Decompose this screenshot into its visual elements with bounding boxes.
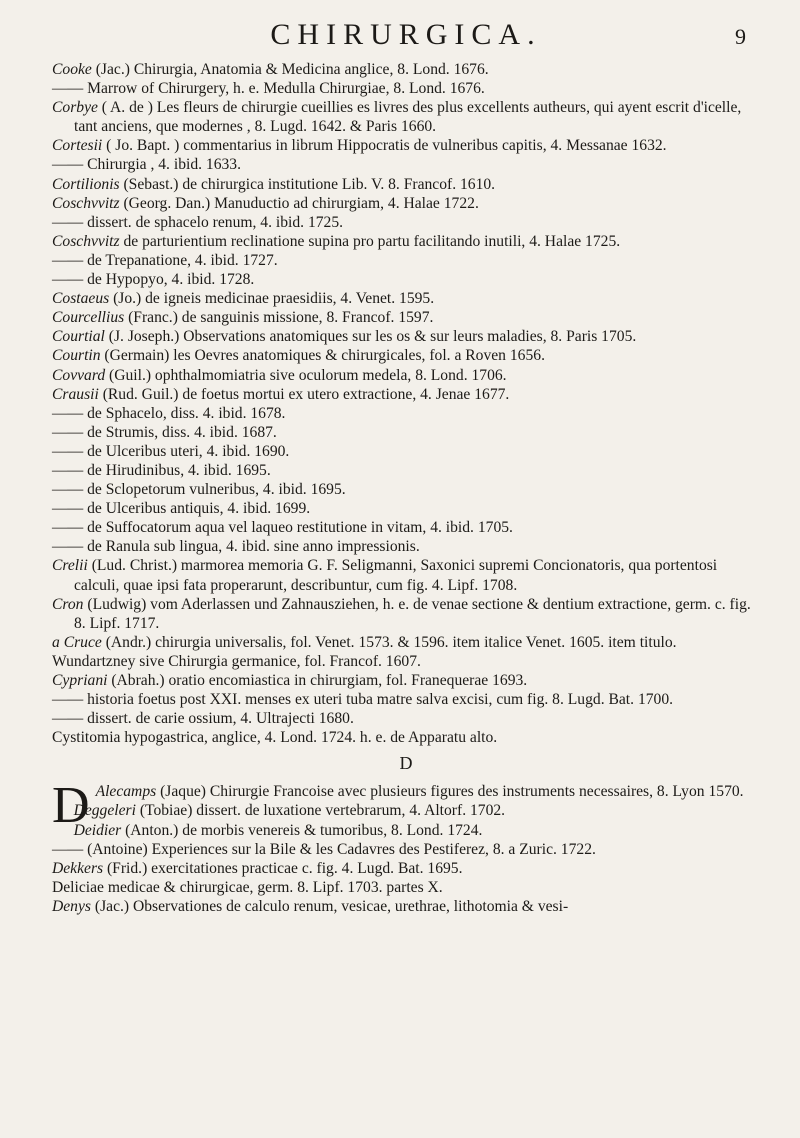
entry-text: (Lud. Christ.) marmorea memoria G. F. Seligmanni, Saxonici supremi Concionatoris, qua portentosi calculi, quae ipsi fata properarunt, describuntur, cum fig. 4. Lipf. 1708. bbox=[74, 557, 718, 594]
entry-author: a Cruce bbox=[52, 633, 102, 651]
entry-author: Cortesii bbox=[52, 137, 103, 155]
entry-author: Courtin bbox=[52, 347, 101, 365]
section-letter: D bbox=[399, 753, 413, 774]
bibliography-entry bbox=[52, 98, 760, 136]
entry-author: Deggeleri bbox=[73, 802, 136, 820]
entry-text: —— de Sphacelo, diss. 4. ibid. 1678. bbox=[52, 404, 286, 422]
entry-author: Corbye bbox=[52, 99, 98, 117]
entries-d-list bbox=[52, 777, 760, 916]
entry-text: (Guil.) ophthalmomiatria sive oculorum medela, 8. Lond. 1706. bbox=[105, 366, 507, 384]
page-number: 9 bbox=[735, 24, 746, 49]
bibliography-entry bbox=[52, 671, 760, 690]
bibliography-entry bbox=[52, 537, 760, 556]
page-title: CHIRURGICA. bbox=[270, 18, 542, 51]
entry-text: (Jac.) Observationes de calculo renum, vesicae, urethrae, lithotomia & vesi- bbox=[90, 897, 569, 915]
entry-text: (Jac.) Chirurgia, Anatomia & Medicina anglice, 8. Lond. 1676. bbox=[91, 61, 489, 78]
entry-author: Coschvvitz bbox=[52, 232, 120, 250]
bibliography-entry bbox=[52, 327, 760, 346]
entry-text: (Andr.) chirurgia universalis, fol. Venet. 1573. & 1596. item italice Venet. 1605. item titulo. bbox=[101, 633, 677, 651]
entry-author: Deidier bbox=[73, 821, 122, 839]
entry-text: —— de Strumis, diss. 4. ibid. 1687. bbox=[52, 423, 277, 441]
entry-text: —— de Ranula sub lingua, 4. ibid. sine anno impressionis. bbox=[52, 538, 420, 556]
bibliography-entry bbox=[52, 366, 760, 385]
bibliography-entry bbox=[52, 289, 760, 308]
bibliography-entry bbox=[52, 442, 760, 461]
bibliography-entry bbox=[52, 878, 760, 897]
bibliography-entry bbox=[52, 518, 760, 537]
entry-text: de parturientium reclinatione supina pro partu facilitando inutili, 4. Halae 1725. bbox=[119, 232, 621, 250]
bibliography-entry bbox=[52, 270, 760, 289]
entry-text: —— de Ulceribus uteri, 4. ibid. 1690. bbox=[52, 442, 290, 460]
bibliography-entry bbox=[52, 79, 760, 98]
entry-text: —— historia foetus post XXI. menses ex uteri tuba matre salva excisi, cum fig. 8. Lugd. Bat. 1700. bbox=[52, 691, 674, 709]
entry-author: Costaeus bbox=[52, 290, 110, 308]
entry-author: Courcellius bbox=[52, 309, 125, 327]
entry-text: —— Marrow of Chirurgery, h. e. Medulla Chirurgiae, 8. Lond. 1676. bbox=[52, 80, 485, 98]
bibliography-entry bbox=[52, 308, 760, 327]
bibliography-entry bbox=[52, 251, 760, 270]
entry-author: Cooke bbox=[52, 61, 92, 78]
entry-text: (Georg. Dan.) Manuductio ad chirurgiam, 4. Halae 1722. bbox=[119, 194, 479, 212]
entry-text: —— dissert. de sphacelo renum, 4. ibid. 1725. bbox=[52, 213, 344, 231]
entry-text: (J. Joseph.) Observations anatomiques sur les os & sur leurs maladies, 8. Paris 1705. bbox=[104, 328, 637, 346]
entry-text: (Anton.) de morbis venereis & tumoribus, 8. Lond. 1724. bbox=[121, 821, 483, 839]
entry-text: (Germain) les Oevres anatomiques & chirurgicales, fol. a Roven 1656. bbox=[100, 347, 545, 365]
bibliography-entry bbox=[52, 404, 760, 423]
entries-c-list bbox=[52, 60, 760, 747]
entry-text: ( Jo. Bapt. ) commentarius in librum Hippocratis de vulneribus capitis, 4. Messanae 1632. bbox=[102, 137, 667, 155]
entry-author: Cron bbox=[52, 595, 84, 613]
bibliography-entry bbox=[52, 232, 760, 251]
bibliography-entry bbox=[52, 859, 760, 878]
drop-cap: D bbox=[52, 777, 90, 835]
entry-author: Cypriani bbox=[52, 672, 108, 689]
bibliography-entry bbox=[52, 423, 760, 442]
entry-text: —— de Hypopyo, 4. ibid. 1728. bbox=[52, 271, 255, 289]
entry-text: (Rud. Guil.) de foetus mortui ex utero extractione, 4. Jenae 1677. bbox=[98, 385, 510, 403]
bibliography-entry bbox=[52, 840, 760, 859]
entry-text: (Abrah.) oratio encomiastica in chirurgiam, fol. Franequerae 1693. bbox=[107, 672, 528, 689]
entry-author: Cortilionis bbox=[52, 175, 120, 193]
entry-author: Alecamps bbox=[95, 783, 157, 801]
entry-text: (Jaque) Chirurgie Francoise avec plusieurs figures des instruments necessaires, 8. Lyon 1570. bbox=[156, 783, 744, 801]
bibliography-entry bbox=[52, 801, 760, 820]
bibliography-entry bbox=[52, 690, 760, 709]
entry-text: —— de Hirudinibus, 4. ibid. 1695. bbox=[52, 461, 271, 479]
bibliography-entry bbox=[52, 556, 760, 594]
entry-text: (Franc.) de sanguinis missione, 8. Francof. 1597. bbox=[124, 309, 434, 327]
entry-author: Dekkers bbox=[52, 859, 104, 877]
entry-text: —— dissert. de carie ossium, 4. Ultrajecti 1680. bbox=[52, 710, 354, 728]
bibliography-entry bbox=[52, 633, 760, 652]
running-head bbox=[52, 14, 760, 58]
entry-author: Denys bbox=[52, 897, 91, 915]
entry-text: —— de Suffocatorum aqua vel laqueo restitutione in vitam, 4. ibid. 1705. bbox=[52, 519, 513, 537]
bibliography-entry bbox=[52, 213, 760, 232]
entry-text: —— (Antoine) Experiences sur la Bile & les Cadavres des Pestiferez, 8. a Zuric. 1722. bbox=[52, 840, 596, 858]
bibliography-entry bbox=[52, 897, 760, 916]
bibliography-entry bbox=[52, 461, 760, 480]
bibliography-entry bbox=[52, 595, 760, 633]
bibliography-entry bbox=[52, 385, 760, 404]
entry-text: Cystitomia hypogastrica, anglice, 4. Lond. 1724. h. e. de Apparatu alto. bbox=[52, 729, 498, 747]
entry-text: (Ludwig) vom Aderlassen und Zahnausziehen, h. e. de venae sectione & dentium extractione, germ. c. fig. 8. Lipf. 1717. bbox=[74, 595, 751, 632]
bibliography-entry bbox=[52, 480, 760, 499]
bibliography-entry bbox=[52, 60, 760, 79]
bibliography-entry bbox=[52, 709, 760, 728]
bibliography-entry bbox=[52, 175, 760, 194]
entry-author: Courtial bbox=[52, 328, 105, 346]
entry-text: —— de Sclopetorum vulneribus, 4. ibid. 1695. bbox=[52, 481, 346, 499]
entry-author: Crelii bbox=[52, 557, 88, 575]
entry-author: Coschvvitz bbox=[52, 194, 120, 212]
bibliography-entry bbox=[52, 346, 760, 365]
bibliography-entry bbox=[52, 499, 760, 518]
entry-text: (Sebast.) de chirurgica institutione Lib. V. 8. Francof. 1610. bbox=[119, 175, 496, 193]
bibliography-entry bbox=[52, 821, 760, 840]
entry-text: —— de Trepanatione, 4. ibid. 1727. bbox=[52, 251, 278, 269]
bibliography-entry bbox=[52, 155, 760, 174]
entry-text: —— de Ulceribus antiquis, 4. ibid. 1699. bbox=[52, 500, 311, 518]
entry-text: (Jo.) de igneis medicinae praesidiis, 4. Venet. 1595. bbox=[109, 290, 435, 308]
entry-author: Covvard bbox=[52, 366, 106, 384]
bibliography-entry bbox=[52, 652, 760, 671]
entry-text: Wundartzney sive Chirurgia germanice, fol. Francof. 1607. bbox=[52, 652, 421, 670]
bibliography-entry bbox=[52, 136, 760, 155]
entry-text: (Tobiae) dissert. de luxatione vertebrarum, 4. Altorf. 1702. bbox=[135, 802, 506, 820]
entry-text: ( A. de ) Les fleurs de chirurgie cueillies es livres des plus excellents autheurs, qui ayent escrit d'icelle, tant anciens, que modernes , 8. Lugd. 1642. & Paris 1660. bbox=[74, 99, 742, 136]
entry-text: —— Chirurgia , 4. ibid. 1633. bbox=[52, 156, 241, 174]
entry-text: (Frid.) exercitationes practicae c. fig. 4. Lugd. Bat. 1695. bbox=[103, 859, 463, 877]
bibliography-entry bbox=[52, 194, 760, 213]
entry-author: Crausii bbox=[52, 385, 99, 403]
entry-text: Deliciae medicae & chirurgicae, germ. 8. Lipf. 1703. partes X. bbox=[52, 878, 443, 896]
bibliography-entry bbox=[52, 728, 760, 747]
